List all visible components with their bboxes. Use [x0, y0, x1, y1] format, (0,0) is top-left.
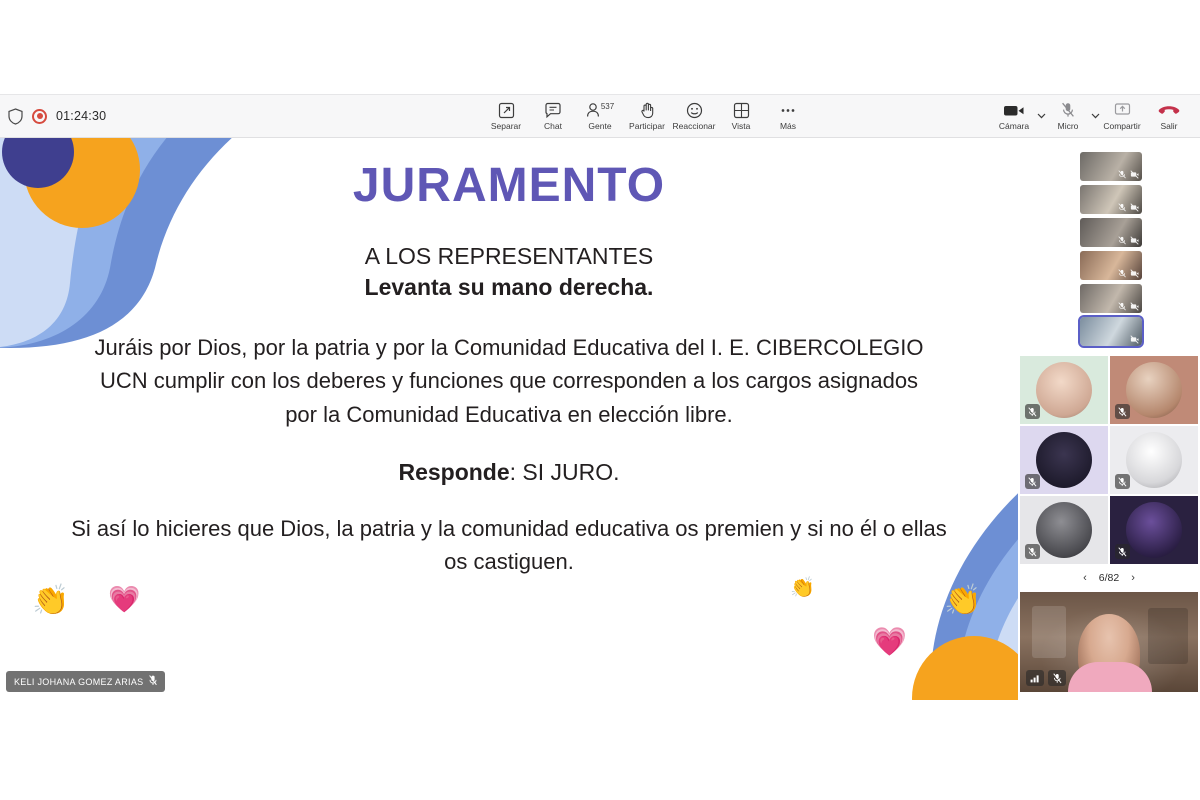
avatar [1036, 502, 1092, 558]
microphone-muted-icon [1118, 302, 1127, 311]
share-screen-icon [1114, 101, 1131, 119]
separate-button[interactable] [483, 101, 530, 131]
presenter-name-tag [6, 671, 165, 692]
reaction-emoji-1: 👏 [32, 584, 70, 617]
avatar [1126, 432, 1182, 488]
share-button[interactable] [1102, 101, 1142, 131]
microphone-button[interactable] [1048, 101, 1088, 131]
microphone-muted-icon [1118, 269, 1127, 278]
slide-responde-value: : SI JURO. [509, 459, 620, 486]
microphone-muted-icon [149, 675, 157, 688]
camera-off-icon [1130, 335, 1139, 344]
reaction-emoji-3: 👏 [790, 577, 815, 599]
microphone-muted-icon [1025, 544, 1040, 559]
people-count: 537 [600, 101, 615, 111]
slide-subtitle-1: A LOS REPRESENTANTES [364, 243, 654, 269]
slide-title: JURAMENTO [352, 159, 666, 212]
avatar [1036, 432, 1092, 488]
microphone-label: Micro [1057, 121, 1079, 131]
toolbar-status-group [0, 108, 300, 125]
share-label: Compartir [1103, 121, 1141, 131]
participants-grid[interactable] [1020, 356, 1198, 564]
people-label: Gente [588, 121, 612, 131]
pager-label: 6/82 [1098, 572, 1120, 584]
chat-button[interactable] [530, 101, 577, 131]
microphone-muted-icon [1115, 404, 1130, 419]
participants-rail [1018, 138, 1200, 700]
slide-text-body [60, 158, 958, 578]
camera-off-icon [1130, 203, 1139, 212]
participant-tile-4[interactable] [1110, 426, 1198, 494]
participant-tile-3[interactable] [1020, 426, 1108, 494]
self-video-tile[interactable] [1020, 592, 1198, 692]
reactions-smiley-icon [686, 101, 703, 119]
participant-thumb-5[interactable] [1080, 284, 1142, 313]
shield-icon [8, 108, 23, 125]
bottom-white-band [0, 700, 1200, 800]
people-icon [586, 101, 614, 119]
microphone-muted-icon [1115, 474, 1130, 489]
people-button[interactable] [577, 101, 624, 131]
chat-icon [544, 101, 562, 119]
reaction-emoji-2: 💗 [108, 584, 141, 614]
meeting-timer: 01:24:30 [56, 109, 107, 123]
presenter-name-label: KELI JOHANA GOMEZ ARIAS [14, 676, 144, 687]
participants-filmstrip[interactable] [1080, 152, 1142, 346]
avatar [1126, 362, 1182, 418]
microphone-muted-icon [1118, 170, 1127, 179]
microphone-muted-icon [1115, 544, 1130, 559]
raise-hand-button[interactable] [624, 101, 671, 131]
camera-off-icon [1130, 170, 1139, 179]
view-label: Vista [731, 121, 751, 131]
raise-hand-icon [640, 101, 655, 119]
separate-window-icon [498, 101, 515, 119]
participant-thumb-3[interactable] [1080, 218, 1142, 247]
camera-off-icon [1130, 236, 1139, 245]
slide-paragraph: Juráis por Dios, por la patria y por la Comunidad Educativa del I. E. CIBERCOLEGIO UCN cumplir con los deberes y funciones que corresponden a los cargos asignados por la Comunidad Educativa en elección libre. [94, 335, 924, 427]
participant-thumb-6[interactable] [1080, 317, 1142, 346]
slide-subtitle-2: Levanta su mano derecha. [364, 274, 654, 300]
participant-thumb-2[interactable] [1080, 185, 1142, 214]
presentation-slide [0, 138, 1018, 700]
microphone-muted-icon [1118, 236, 1127, 245]
microphone-muted-icon [1061, 101, 1075, 119]
reaction-emoji-5: 💗 [872, 626, 907, 657]
participant-thumb-4[interactable] [1080, 251, 1142, 280]
more-ellipsis-icon [779, 101, 797, 119]
avatar [1036, 362, 1092, 418]
network-quality-icon [1026, 670, 1044, 686]
camera-button[interactable] [994, 101, 1034, 131]
participant-tile-5[interactable] [1020, 496, 1108, 564]
leave-label: Salir [1160, 121, 1178, 131]
shared-content-stage[interactable] [0, 138, 1018, 700]
more-button[interactable] [765, 101, 812, 131]
slide-closing: Si así lo hicieres que Dios, la patria y la comunidad educativa os premien y si no él o ellas os castiguen. [71, 516, 947, 575]
camera-icon [1003, 101, 1025, 119]
microphone-muted-icon [1048, 670, 1066, 686]
more-label: Más [779, 121, 797, 131]
top-white-band [0, 0, 1200, 94]
hangup-phone-icon [1158, 101, 1180, 119]
toolbar-actions [300, 101, 994, 131]
camera-label: Cámara [998, 121, 1030, 131]
camera-chevron-down-icon[interactable] [1034, 101, 1048, 131]
participant-tile-2[interactable] [1110, 356, 1198, 424]
microphone-chevron-down-icon[interactable] [1088, 101, 1102, 131]
reactions-button[interactable] [671, 101, 718, 131]
avatar [1126, 502, 1182, 558]
self-view-badges [1026, 670, 1066, 686]
toolbar-device-controls [994, 101, 1200, 131]
separate-label: Separar [490, 121, 522, 131]
raise-hand-label: Participar [629, 121, 665, 131]
microphone-muted-icon [1118, 203, 1127, 212]
reaction-emoji-4: 👏 [944, 584, 982, 617]
slide-responde-label: Responde [398, 459, 510, 486]
camera-off-icon [1130, 269, 1139, 278]
leave-button[interactable] [1148, 101, 1190, 131]
recording-indicator-icon [32, 109, 47, 124]
pager-next-button[interactable]: › [1131, 572, 1135, 584]
microphone-muted-icon [1025, 474, 1040, 489]
participants-pager [1020, 566, 1198, 590]
microphone-muted-icon [1025, 404, 1040, 419]
view-button[interactable] [718, 101, 765, 131]
view-grid-icon [733, 101, 750, 119]
slide-responde-line [60, 459, 958, 486]
participant-tile-1[interactable] [1020, 356, 1108, 424]
meeting-toolbar [0, 94, 1200, 138]
camera-off-icon [1130, 302, 1139, 311]
chat-label: Chat [544, 121, 562, 131]
participant-thumb-1[interactable] [1080, 152, 1142, 181]
reactions-label: Reaccionar [672, 121, 716, 131]
pager-prev-button[interactable]: ‹ [1083, 572, 1087, 584]
participant-tile-6[interactable] [1110, 496, 1198, 564]
